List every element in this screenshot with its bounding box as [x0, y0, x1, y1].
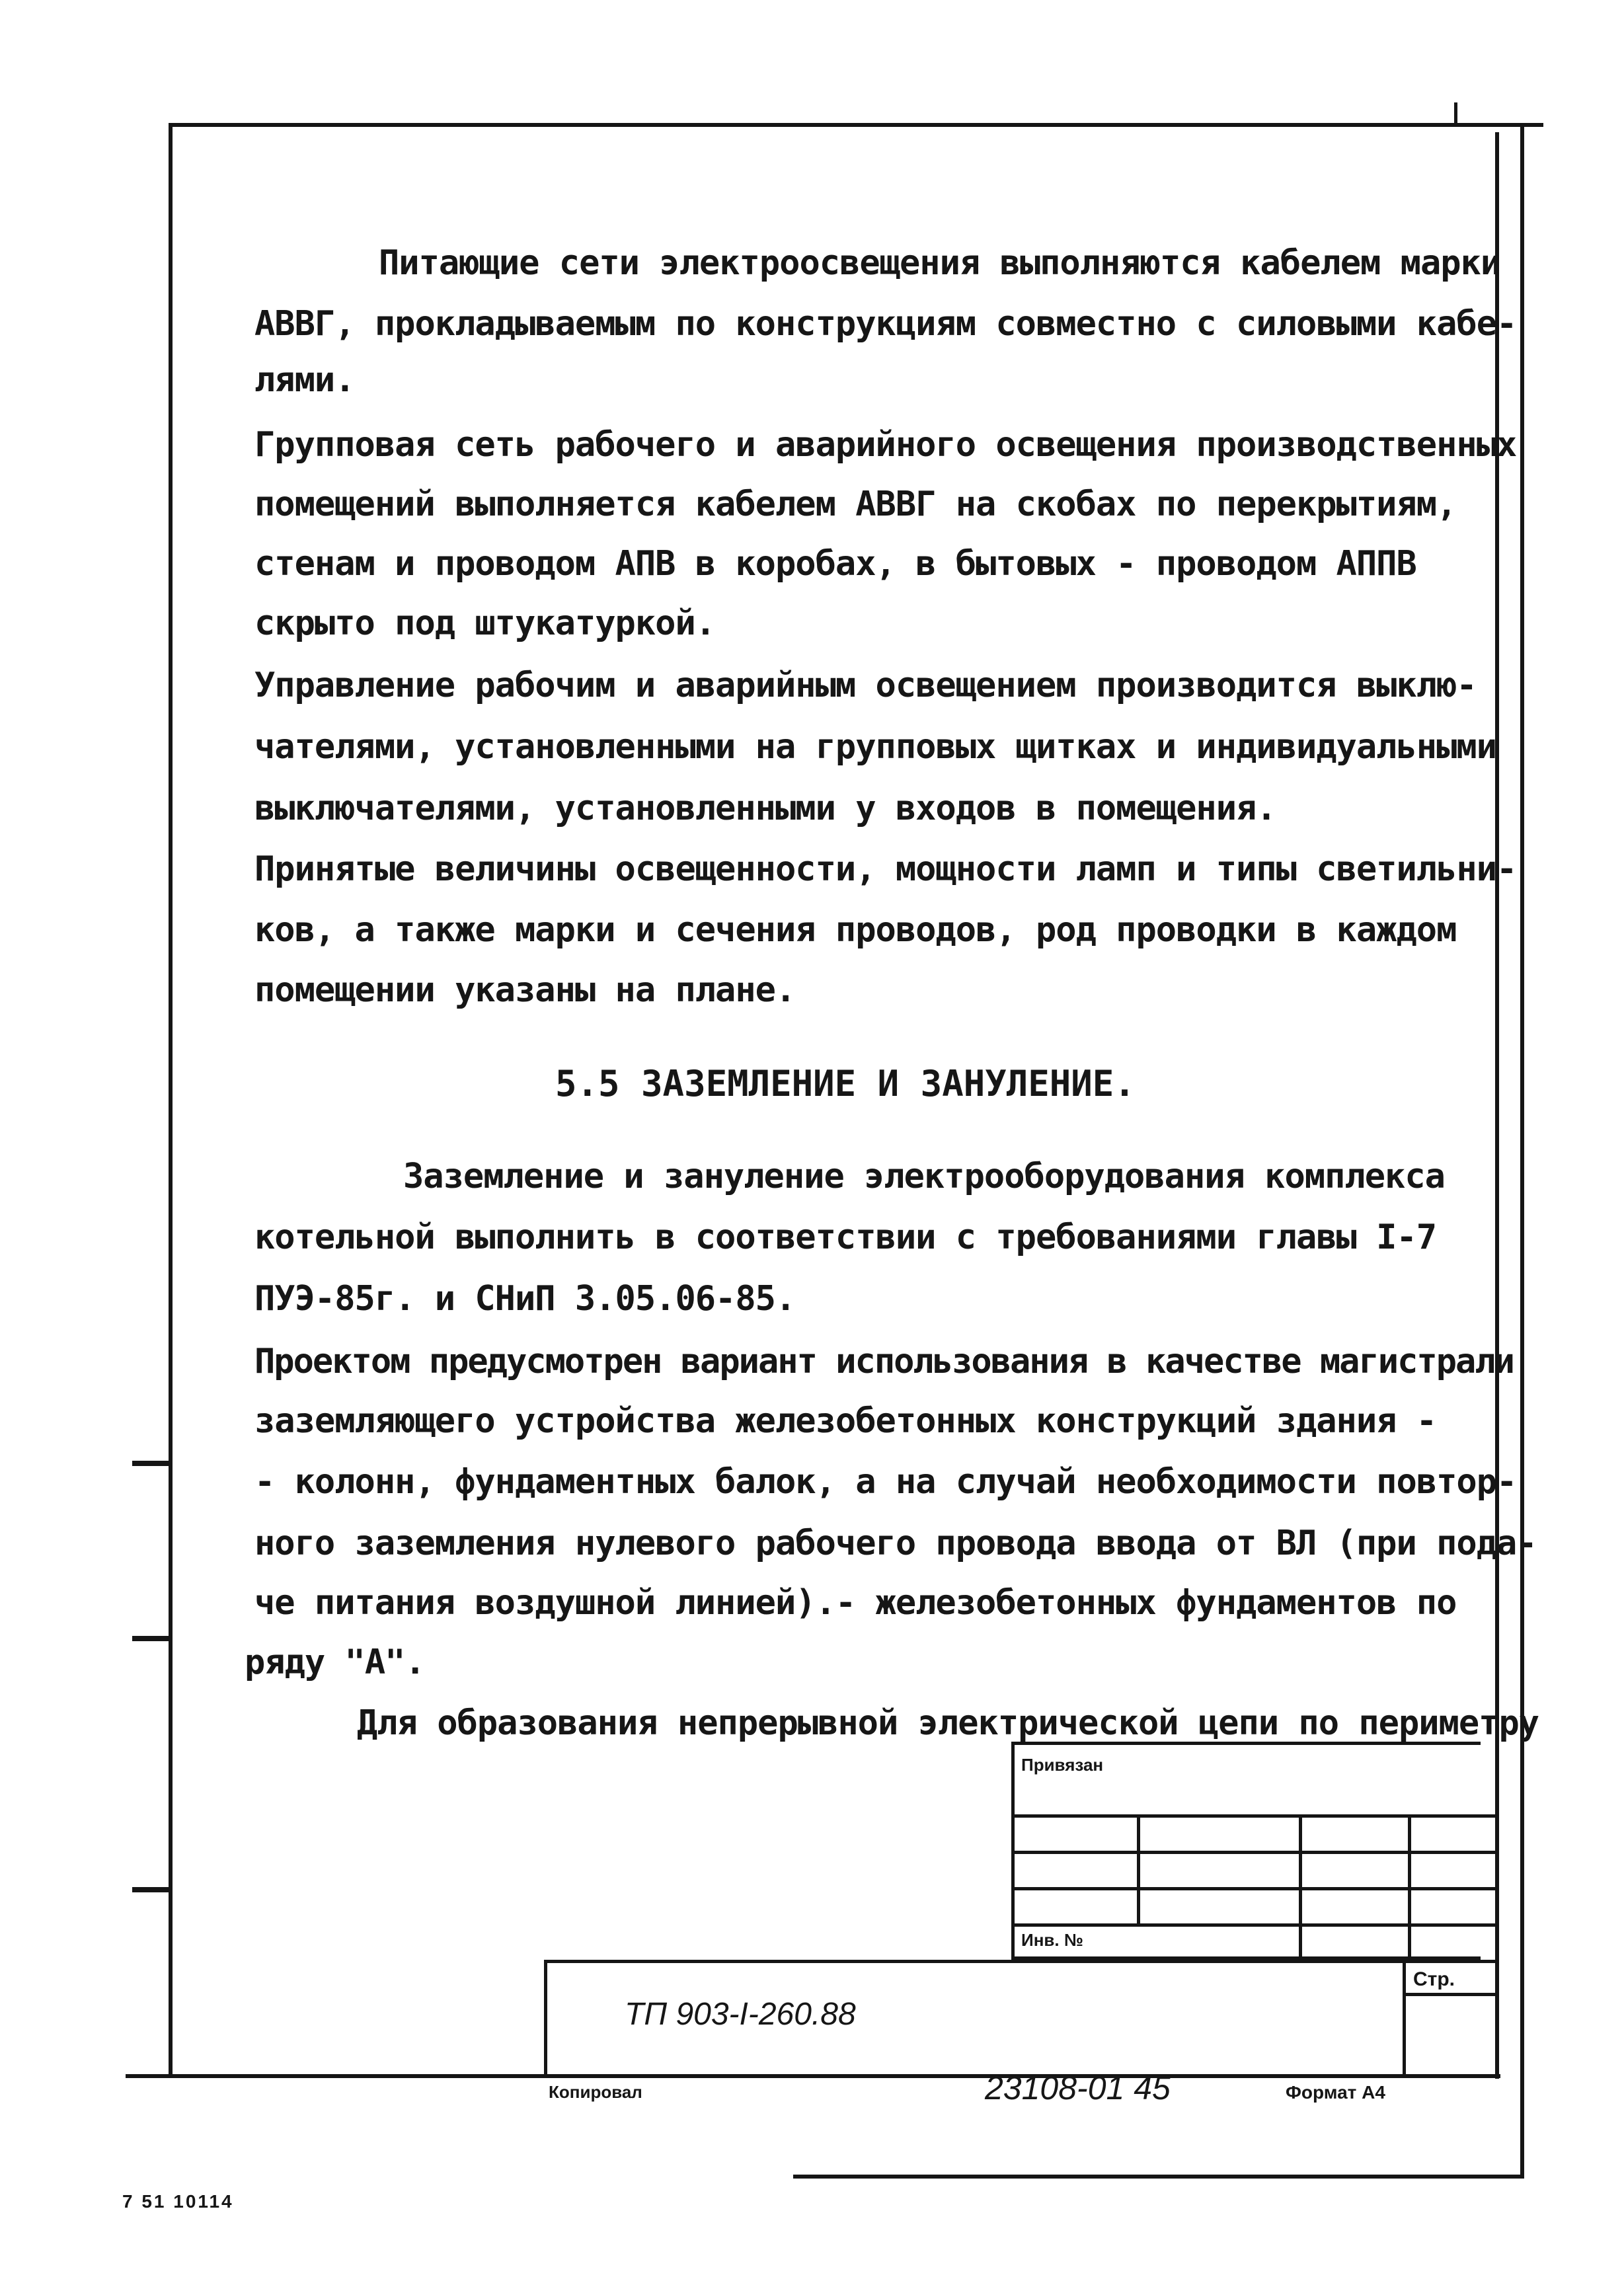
paragraph-line: ков, а также марки и сечения проводов, род проводки в каждом [254, 910, 1457, 950]
paragraph-line: ряду "А". [245, 1643, 425, 1682]
approval-row-line [1011, 1887, 1497, 1890]
paragraph-line: че питания воздушной линией).- железобетонных фундаментов по [254, 1583, 1457, 1623]
inv-number-label: Инв. № [1021, 1930, 1083, 1950]
approval-col-line [1137, 1814, 1140, 1923]
margin-tick [132, 1887, 169, 1892]
margin-tick [132, 1636, 169, 1641]
paragraph-line: скрыто под штукатуркой. [254, 603, 716, 643]
privyazan-label: Привязан [1021, 1755, 1104, 1775]
frame-outer-bottom-border [793, 2175, 1524, 2179]
page-label-underline [1403, 1993, 1495, 1996]
paragraph-line: АВВГ, прокладываемым по конструкциям совместно с силовыми кабе- [254, 304, 1517, 344]
format-label: Формат А4 [1286, 2082, 1385, 2103]
page-label: Стр. [1413, 1968, 1455, 1990]
paragraph-line: заземляющего устройства железобетонных конструкций здания - [254, 1401, 1437, 1441]
paragraph-line: помещений выполняется кабелем АВВГ на скобах по перекрытиям, [254, 484, 1457, 524]
frame-right-outer-border [1520, 123, 1524, 2179]
paragraph-line: помещении указаны на плане. [254, 970, 796, 1010]
paragraph-line: Управление рабочим и аварийным освещением производится выклю- [254, 666, 1477, 705]
paragraph-line: выключателями, установленными у входов в помещения. [254, 789, 1276, 828]
paragraph-line: Проектом предусмотрен вариант использования в качестве магистрали [254, 1342, 1514, 1381]
paragraph-line: чателями, установленными на групповых щитках и индивидуальными [254, 727, 1497, 767]
paragraph-line: Для образования непрерывной электрической цепи по периметру [357, 1703, 1539, 1743]
paragraph-line: Принятые величины освещенности, мощности ламп и типы светильни- [254, 849, 1517, 889]
frame-top-border [169, 123, 1543, 127]
paragraph-line: Групповая сеть рабочего и аварийного освещения производственных [254, 425, 1517, 465]
margin-tick [132, 1461, 169, 1466]
sheet-number: 23108-01 45 [985, 2069, 1171, 2107]
approval-col-line [1408, 1814, 1411, 1960]
approval-row-line [1011, 1814, 1497, 1818]
paragraph-line: ПУЭ-85г. и СНиП 3.05.06-85. [254, 1279, 796, 1319]
approval-row-line [1011, 1851, 1497, 1854]
paragraph-line: Питающие сети электроосвещения выполняются кабелем марки [379, 243, 1501, 283]
frame-left-border [169, 123, 173, 2074]
paragraph-line: котельной выполнить в соответствии с требованиями главы I-7 [254, 1218, 1437, 1257]
approval-col-line [1299, 1814, 1302, 1960]
paragraph-line: ного заземления нулевого рабочего провода ввода от ВЛ (при пода- [254, 1524, 1537, 1563]
section-heading: 5.5 ЗАЗЕМЛЕНИЕ И ЗАНУЛЕНИЕ. [555, 1063, 1136, 1104]
page-column-divider [1403, 1960, 1406, 2075]
archive-code: 7 51 10114 [122, 2191, 234, 2212]
frame-right-border [1495, 132, 1499, 2079]
document-code: ТП 903-I-260.88 [625, 1997, 856, 2032]
paragraph-line: Заземление и зануление электрооборудования комплекса [403, 1157, 1445, 1196]
approval-row-line [1011, 1923, 1497, 1927]
paragraph-line: стенам и проводом АПВ в коробах, в бытовых - проводом АППВ [254, 544, 1416, 584]
paragraph-line: - колонн, фундаментных балок, а на случай необходимости повтор- [254, 1462, 1517, 1502]
paragraph-line: лями. [254, 360, 355, 400]
corner-tick [1454, 102, 1457, 126]
copied-label: Копировал [549, 2082, 642, 2102]
